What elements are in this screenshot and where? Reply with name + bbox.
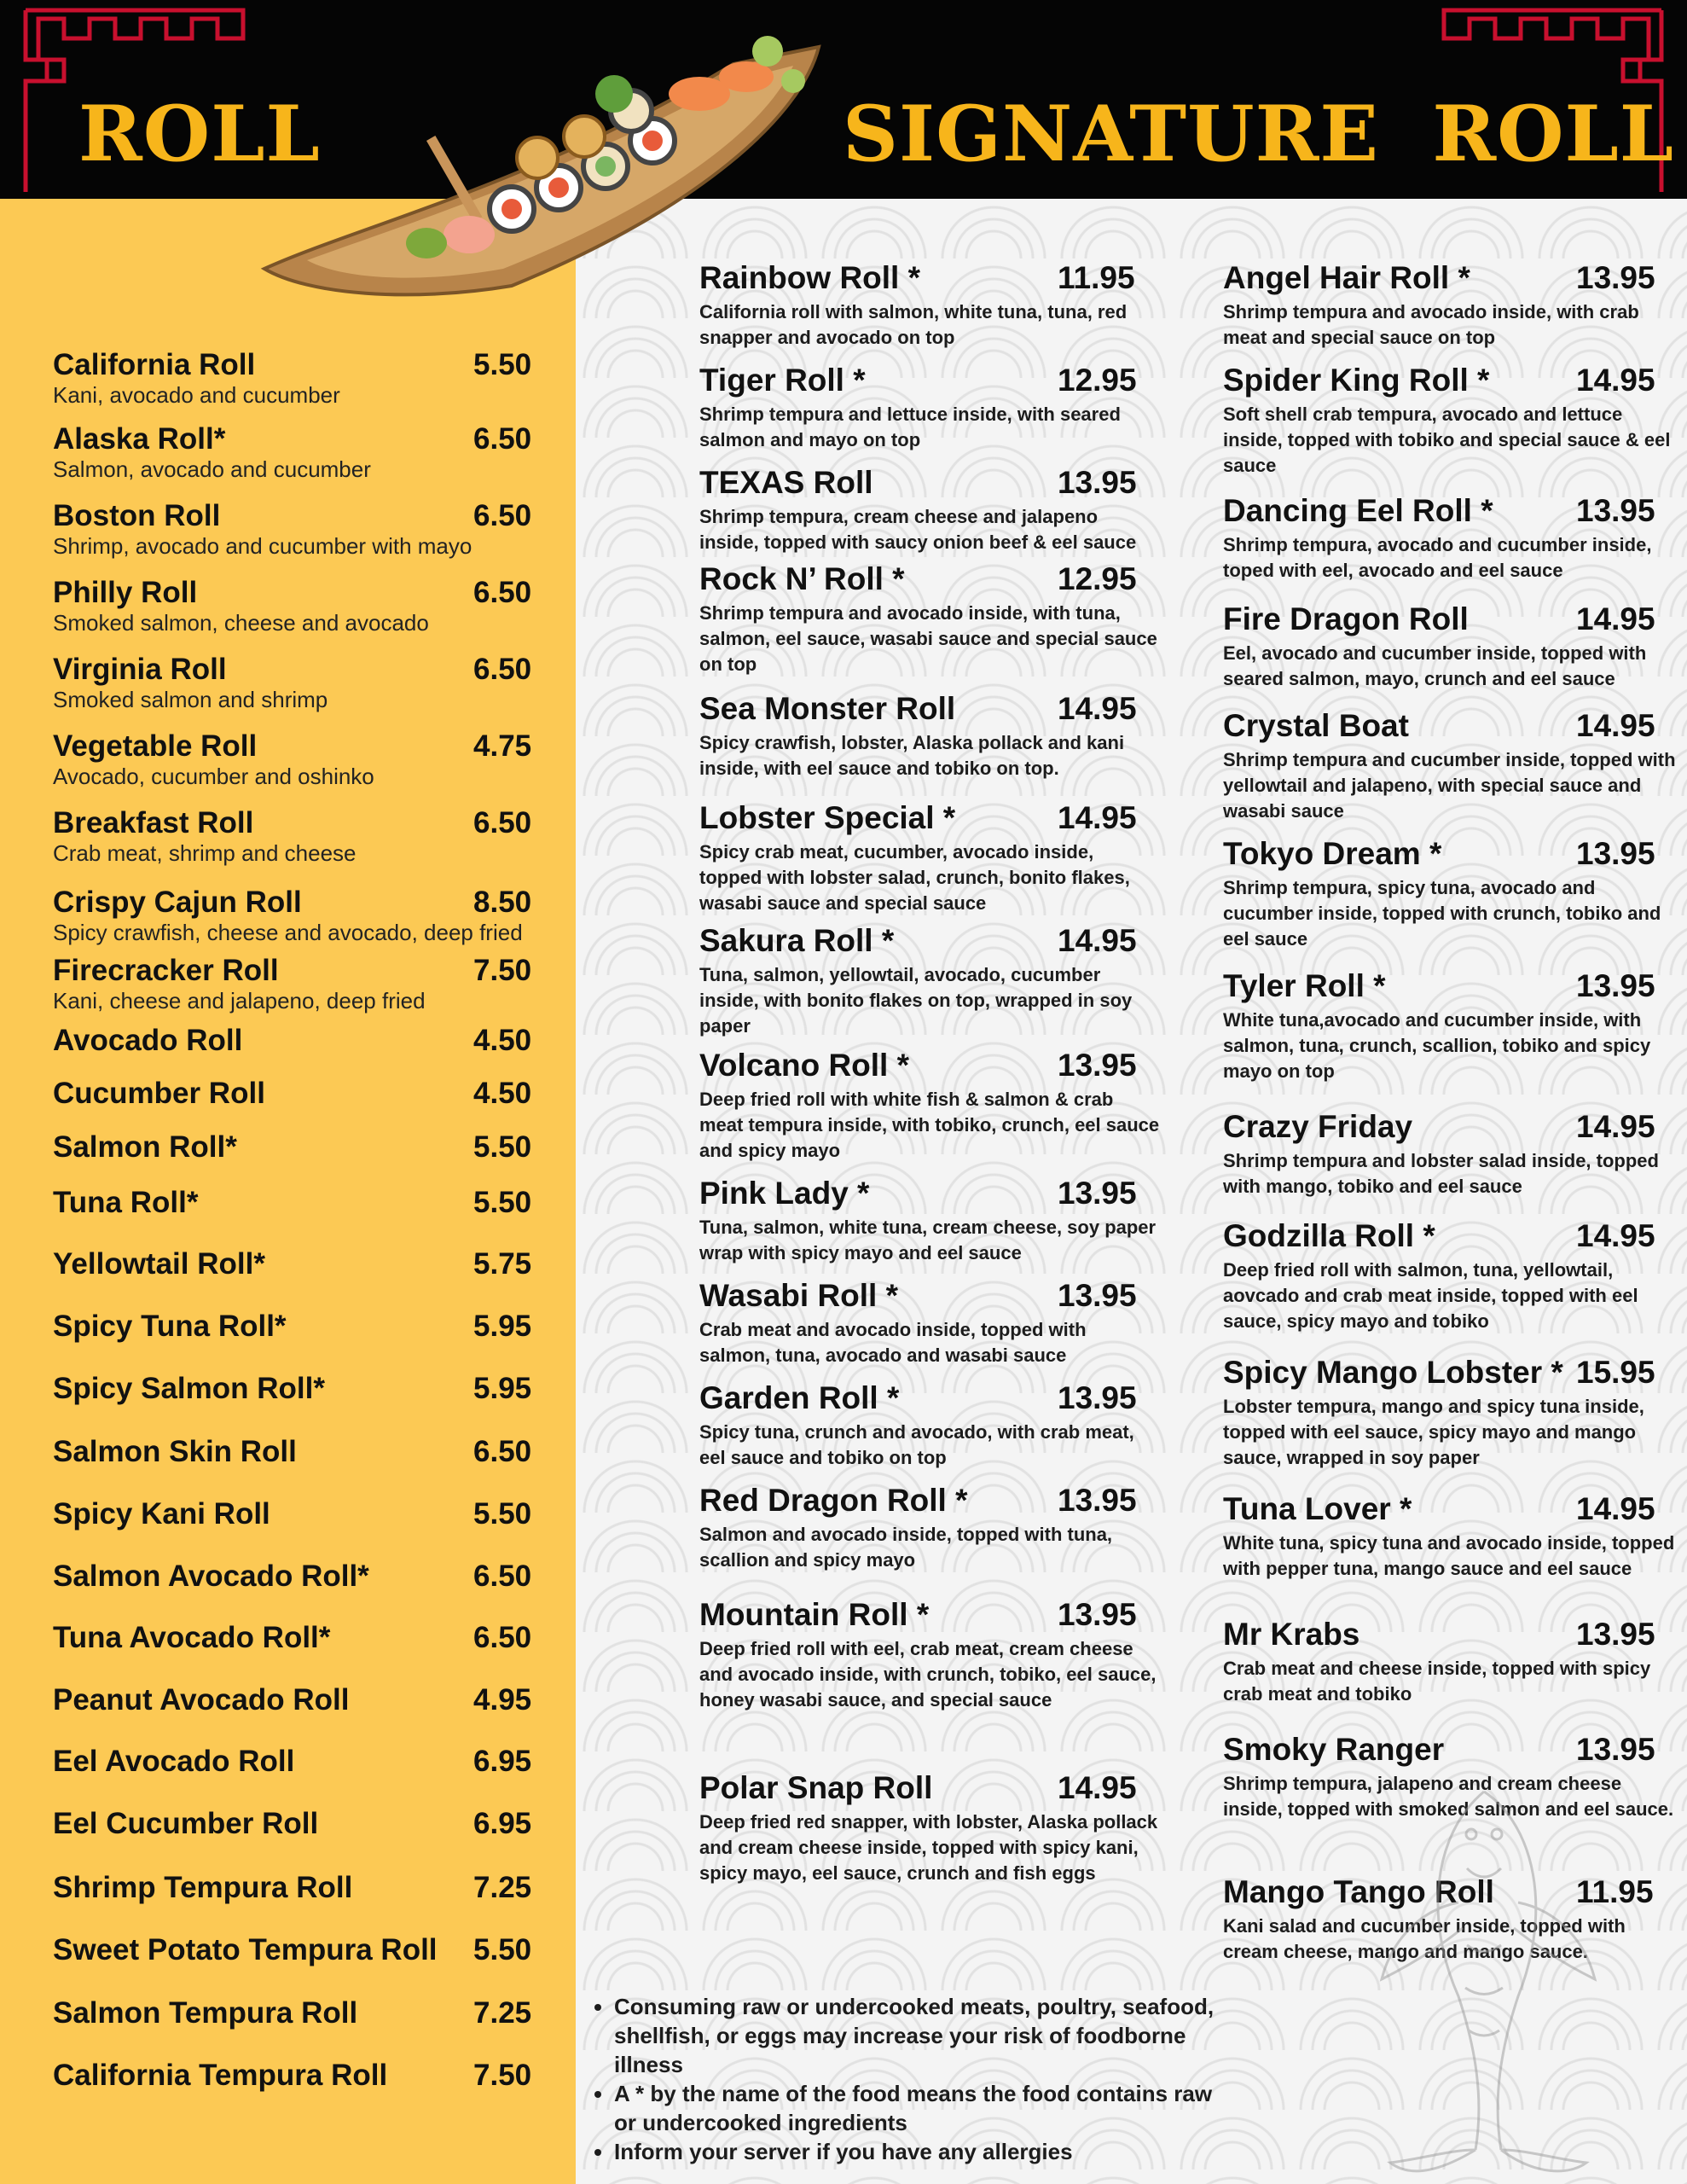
signature-description: Kani salad and cucumber inside, topped with cream cheese, mango and mango sauce. [1223,1915,1626,1962]
signature-description: Deep fried roll with white fish & salmon & crab meat tempura inside, with tobiko, crunch, eel sauce and spicy mayo [699,1089,1160,1161]
roll-price: 5.95 [473,1372,532,1405]
roll-price: 5.95 [473,1310,532,1343]
sushi-boat-icon [256,13,853,303]
roll-price: 6.50 [473,1560,532,1593]
signature-description: Lobster tempura, mango and spicy tuna inside, topped with eel sauce, spicy mayo and mango sauce, wrapped in soy paper [1223,1396,1644,1468]
roll-price: 4.75 [473,729,532,763]
signature-name: Crazy Friday [1223,1109,1413,1144]
note-item: • Inform your server if you have any allergies [614,2137,1228,2166]
roll-price: 6.95 [473,1807,532,1840]
signature-name: Smoky Ranger [1223,1732,1445,1767]
roll-name: Virginia Roll [53,653,227,686]
roll-description: Spicy crawfish, cheese and avocado, deep fried [53,920,523,945]
roll-name: Salmon Skin Roll [53,1435,297,1468]
signature-description: Tuna, salmon, yellowtail, avocado, cucumber inside, with bonito flakes on top, wrapped in soy paper [699,964,1133,1037]
signature-name: Angel Hair Roll * [1223,260,1470,295]
signature-price: 14.95 [1576,1491,1655,1526]
signature-name: Godzilla Roll * [1223,1218,1435,1253]
signature-description: Spicy crab meat, cucumber, avocado inside, topped with lobster salad, crunch, bonito flakes, wasabi sauce and special sauce [699,841,1130,914]
roll-price: 5.50 [473,1186,532,1219]
roll-price: 6.50 [473,1435,532,1468]
roll-name: Breakfast Roll [53,806,254,839]
roll-name: Shrimp Tempura Roll [53,1871,353,1904]
signature-price: 13.95 [1058,1597,1137,1632]
signature-price: 14.95 [1058,691,1137,726]
signature-price: 14.95 [1058,800,1137,835]
signature-price: 13.95 [1058,1048,1137,1083]
roll-name: Salmon Tempura Roll [53,1996,358,2030]
signature-name: Tiger Roll * [699,363,866,398]
roll-name: Tuna Roll* [53,1186,199,1219]
roll-name: Firecracker Roll [53,954,279,987]
roll-name: Eel Cucumber Roll [53,1807,319,1840]
roll-price: 6.50 [473,1621,532,1654]
roll-name: Spicy Salmon Roll* [53,1372,325,1405]
roll-name: Philly Roll [53,576,198,609]
roll-price: 7.50 [473,2059,532,2092]
roll-name: Salmon Roll* [53,1130,237,1164]
roll-price: 6.50 [473,806,532,839]
signature-name: Sea Monster Roll [699,691,956,726]
signature-price: 11.95 [1058,260,1135,295]
roll-name: Alaska Roll* [53,422,226,456]
note-item: • Consuming raw or undercooked meats, poultry, seafood, shellfish, or eggs may increase your risk of foodborne illness [614,1992,1228,2079]
signature-description: Tuna, salmon, white tuna, cream cheese, soy paper wrap with spicy mayo and eel sauce [699,1217,1157,1263]
roll-description: Salmon, avocado and cucumber [53,456,371,482]
signature-name: Dancing Eel Roll * [1223,493,1493,528]
signature-roll-title: SIGNATURE ROLL [843,89,1675,179]
signature-name: Mountain Roll * [699,1597,930,1632]
signature-description: Shrimp tempura and cucumber inside, topped with yellowtail and jalapeno, with special sauce and wasabi sauce [1223,749,1676,822]
signature-name: Volcano Roll * [699,1048,910,1083]
signature-price: 13.95 [1058,465,1137,500]
signature-price: 13.95 [1576,1732,1655,1767]
signature-price: 13.95 [1576,493,1655,528]
signature-price: 14.95 [1058,1770,1137,1805]
signature-price: 13.95 [1576,260,1655,295]
roll-name: Eel Avocado Roll [53,1745,295,1778]
signature-name: Rock N’ Roll * [699,561,905,596]
signature-price: 13.95 [1576,1617,1655,1652]
signature-name: Polar Snap Roll [699,1770,933,1805]
signature-description: Shrimp tempura, cream cheese and jalapeno inside, topped with saucy onion beef & eel sauce [699,506,1137,553]
signature-description: Shrimp tempura and lobster salad inside, topped with mango, tobiko and eel sauce [1223,1150,1659,1197]
roll-name: Vegetable Roll [53,729,258,763]
signature-name: Tokyo Dream * [1223,836,1442,871]
roll-name: Crispy Cajun Roll [53,886,302,919]
signature-price: 14.95 [1576,1218,1655,1253]
signature-description: Deep fried red snapper, with lobster, Alaska pollack and cream cheese inside, topped with spicy kani, spicy mayo, eel sauce, crunch and fish eggs [699,1811,1158,1884]
signature-price: 15.95 [1576,1355,1655,1390]
signature-name: Tuna Lover * [1223,1491,1412,1526]
signature-description: Shrimp tempura, spicy tuna, avocado and cucumber inside, topped with crunch, tobiko and eel sauce [1223,877,1661,950]
signature-name: Mango Tango Roll [1223,1874,1494,1909]
roll-name: Avocado Roll [53,1024,243,1057]
signature-description: Spicy tuna, crunch and avocado, with crab meat, eel sauce and tobiko on top [699,1421,1134,1468]
roll-name: Peanut Avocado Roll [53,1683,350,1716]
signature-name: Wasabi Roll * [699,1278,899,1313]
roll-title: ROLL [78,89,321,179]
signature-price: 14.95 [1058,923,1137,958]
signature-price: 13.95 [1576,968,1655,1003]
roll-name: Sweet Potato Tempura Roll [53,1933,438,1966]
signature-description: Shrimp tempura and avocado inside, with tuna, salmon, eel sauce, wasabi sauce and special sauce on top [699,602,1157,675]
signature-description: Deep fried roll with salmon, tuna, yellowtail, aovcado and crab meat inside, topped with eel sauce, spicy mayo and tobiko [1223,1259,1638,1332]
roll-name: Spicy Kani Roll [53,1497,270,1531]
signature-description: Salmon and avocado inside, topped with tuna, scallion and spicy mayo [699,1524,1113,1571]
roll-price: 6.95 [473,1745,532,1778]
signature-name: TEXAS Roll [699,465,873,500]
roll-name: Boston Roll [53,499,221,532]
signature-price: 12.95 [1058,561,1137,596]
signature-price: 13.95 [1058,1483,1137,1518]
note-item: • A * by the name of the food means the food contains raw or undercooked ingredients [614,2079,1228,2137]
roll-name: Tuna Avocado Roll* [53,1621,331,1654]
roll-price: 7.25 [473,1871,532,1904]
signature-price: 13.95 [1058,1380,1137,1415]
signature-description: Soft shell crab tempura, avocado and lettuce inside, topped with tobiko and special sauce & eel sauce [1223,404,1671,476]
roll-name: California Roll [53,348,256,381]
signature-price: 14.95 [1576,708,1655,743]
roll-price: 6.50 [473,576,532,609]
signature-name: Crystal Boat [1223,708,1409,743]
signature-price: 14.95 [1576,1109,1655,1144]
roll-description: Kani, cheese and jalapeno, deep fried [53,988,426,1014]
signature-price: 13.95 [1058,1176,1137,1211]
roll-price: 5.75 [473,1247,532,1281]
roll-name: Cucumber Roll [53,1077,265,1110]
roll-price: 5.50 [473,1933,532,1966]
allergy-notes [580,1992,1228,2166]
signature-price: 14.95 [1576,601,1655,636]
roll-description: Avocado, cucumber and oshinko [53,764,374,789]
signature-description: Shrimp tempura and avocado inside, with crab meat and special sauce on top [1223,301,1639,348]
roll-price: 6.50 [473,499,532,532]
signature-price: 13.95 [1058,1278,1137,1313]
roll-price: 5.50 [473,1497,532,1531]
signature-price: 11.95 [1576,1874,1654,1909]
roll-price: 4.50 [473,1077,532,1110]
signature-description: White tuna,avocado and cucumber inside, with salmon, tuna, crunch, scallion, tobiko and spicy mayo on top [1223,1009,1651,1082]
roll-price: 5.50 [473,348,532,381]
signature-name: Spider King Roll * [1223,363,1490,398]
signature-description: Crab meat and avocado inside, topped with salmon, tuna, avocado and wasabi sauce [699,1319,1087,1366]
signature-description: California roll with salmon, white tuna, tuna, red snapper and avocado on top [699,301,1128,348]
roll-price: 8.50 [473,886,532,919]
signature-name: Red Dragon Roll * [699,1483,968,1518]
koi-fish-icon [1356,1774,1612,2184]
signature-description: Eel, avocado and cucumber inside, topped with seared salmon, mayo, crunch and eel sauce [1223,642,1647,689]
roll-description: Crab meat, shrimp and cheese [53,840,357,866]
signature-name: Lobster Special * [699,800,956,835]
signature-name: Mr Krabs [1223,1617,1360,1652]
signature-description: Deep fried roll with eel, crab meat, cream cheese and avocado inside, with crunch, tobiko, eel sauce, honey wasabi sauce, and special sauce [699,1638,1157,1711]
roll-price: 4.50 [473,1024,532,1057]
signature-name: Tyler Roll * [1223,968,1386,1003]
roll-price: 5.50 [473,1130,532,1164]
roll-price: 6.50 [473,653,532,686]
signature-name: Sakura Roll * [699,923,895,958]
signature-price: 14.95 [1576,363,1655,398]
signature-name: Garden Roll * [699,1380,900,1415]
roll-name: Yellowtail Roll* [53,1247,265,1281]
signature-description: White tuna, spicy tuna and avocado inside, topped with pepper tuna, mango sauce and eel sauce [1223,1532,1675,1579]
roll-price: 7.25 [473,1996,532,2030]
roll-name: Spicy Tuna Roll* [53,1310,287,1343]
signature-name: Pink Lady * [699,1176,870,1211]
signature-name: Fire Dragon Roll [1223,601,1469,636]
roll-description: Kani, avocado and cucumber [53,382,340,408]
signature-price: 12.95 [1058,363,1137,398]
signature-description: Shrimp tempura, avocado and cucumber inside, toped with eel, avocado and eel sauce [1223,534,1652,581]
signature-name: Rainbow Roll * [699,260,920,295]
roll-description: Smoked salmon and shrimp [53,687,328,712]
signature-description: Crab meat and cheese inside, topped with spicy crab meat and tobiko [1223,1658,1651,1705]
roll-name: Salmon Avocado Roll* [53,1560,369,1593]
roll-price: 4.95 [473,1683,532,1716]
roll-description: Shrimp, avocado and cucumber with mayo [53,533,472,559]
signature-description: Spicy crawfish, lobster, Alaska pollack and kani inside, with eel sauce and tobiko on top. [699,732,1125,779]
roll-name: California Tempura Roll [53,2059,388,2092]
signature-description: Shrimp tempura, jalapeno and cream cheese inside, topped with smoked salmon and eel sauce. [1223,1773,1674,1820]
signature-price: 13.95 [1576,836,1655,871]
signature-name: Spicy Mango Lobster * [1223,1355,1563,1390]
roll-price: 7.50 [473,954,532,987]
signature-description: Shrimp tempura and lettuce inside, with seared salmon and mayo on top [699,404,1121,450]
roll-price: 6.50 [473,422,532,456]
roll-description: Smoked salmon, cheese and avocado [53,610,429,636]
